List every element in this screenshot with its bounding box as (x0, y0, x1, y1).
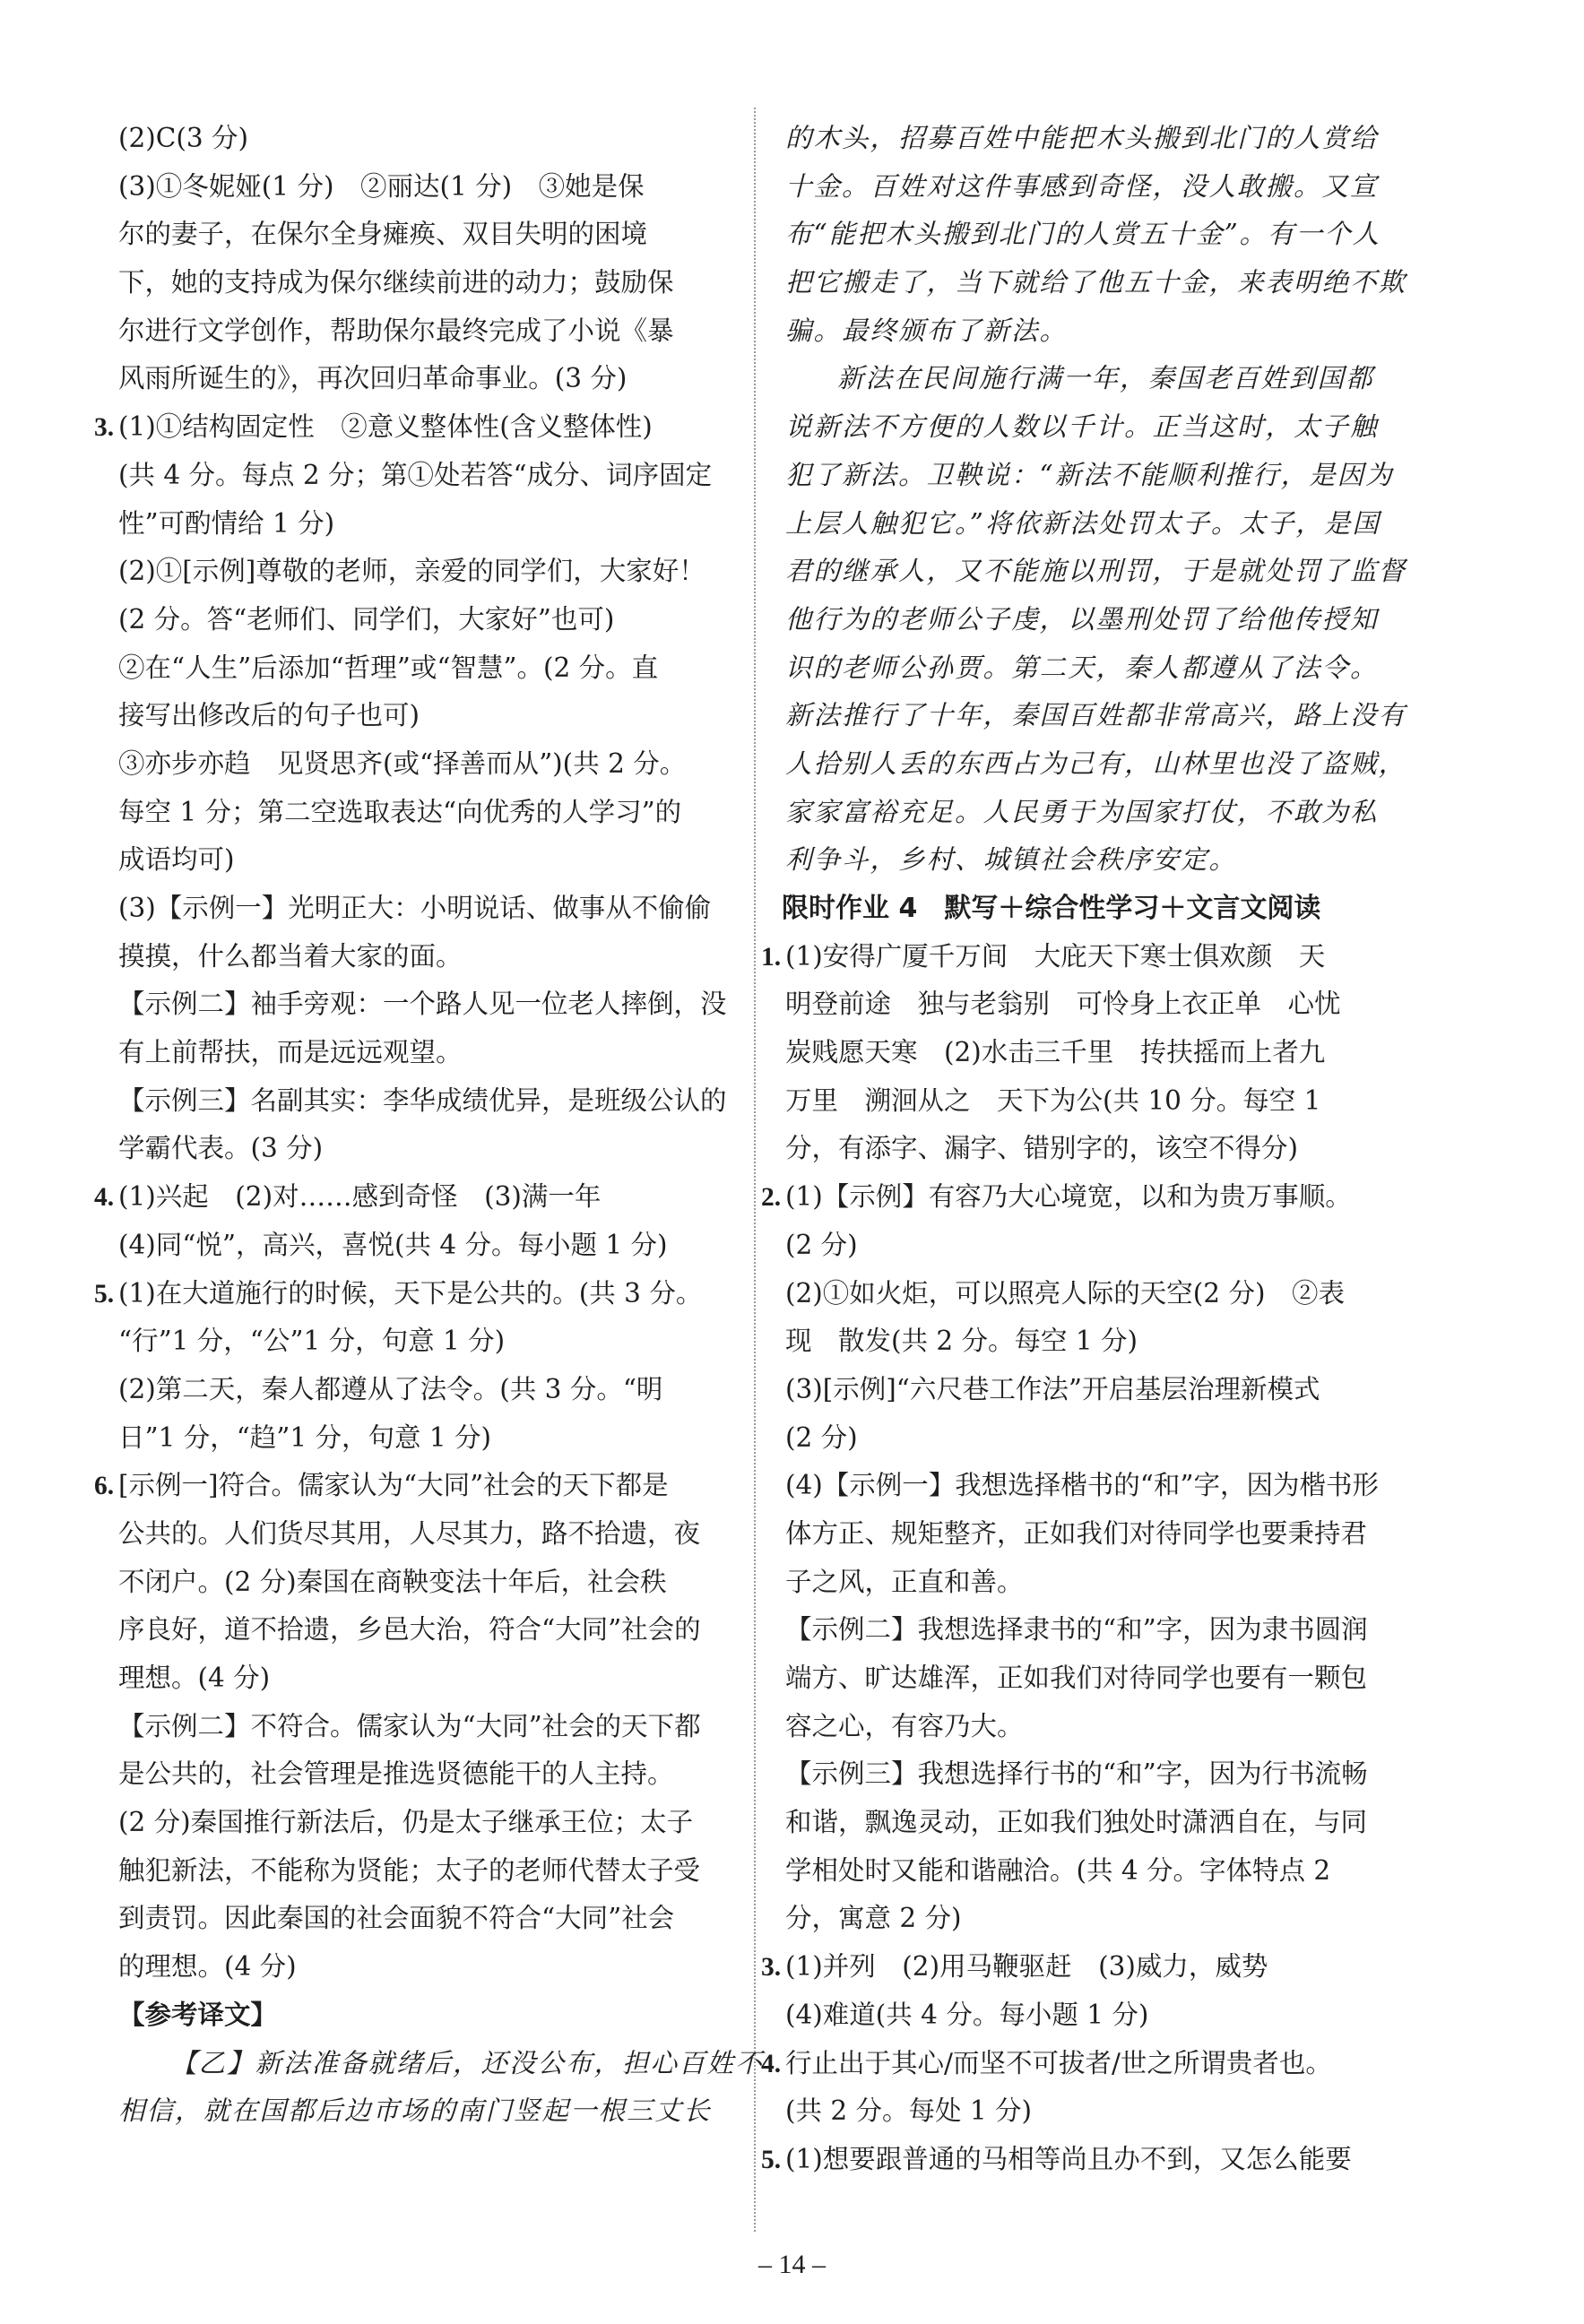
line-text: 【示例二】不符合。儒家认为“大同”社会的天下都 (118, 1710, 701, 1741)
line-text: 新法推行了十年，秦国百姓都非常高兴，路上没有 (785, 700, 1407, 731)
text-line (782, 1125, 1395, 1173)
line-text: 成语均可) (118, 844, 235, 876)
text-line (782, 355, 1395, 403)
text-line (115, 1847, 727, 1896)
text-line (782, 1270, 1395, 1318)
column-divider (754, 108, 756, 2232)
line-text: 学相处时又能和谐融洽。(共 4 分。字体特点 2 (785, 1854, 1331, 1886)
line-text: 万里 溯洄从之 天下为公(共 10 分。每空 1 (785, 1084, 1321, 1116)
text-line (782, 452, 1395, 500)
line-text: 他行为的老师公子虔，以墨刑处罚了给他传授知 (785, 603, 1379, 635)
line-text: 限时作业 4 默写＋综合性学习＋文言文阅读 (782, 893, 1321, 924)
text-line (782, 789, 1395, 837)
text-line (115, 259, 727, 307)
text-line (115, 548, 727, 596)
line-text: (1)【示例】有容乃大心境宽，以和为贵万事顺。 (785, 1181, 1352, 1213)
text-line (115, 789, 727, 837)
line-text: 接写出修改后的句子也可) (118, 700, 420, 731)
text-line (115, 452, 727, 500)
text-line (782, 259, 1407, 307)
line-text: 日”1 分，“趋”1 分，句意 1 分) (118, 1421, 492, 1453)
text-line (115, 2040, 764, 2088)
text-line (782, 1895, 1395, 1943)
line-text: 布“能把木头搬到北门的人赏五十金”。有一个人 (785, 219, 1381, 250)
text-line (782, 885, 1395, 933)
line-text: (2 分。答“老师们、同学们，大家好”也可) (118, 603, 615, 635)
line-text: 触犯新法，不能称为贤能；太子的老师代替太子受 (118, 1854, 701, 1886)
line-text: 犯了新法。卫鞅说：“新法不能顺利推行，是因为 (785, 459, 1394, 490)
text-line (782, 1847, 1395, 1896)
text-line (115, 1029, 727, 1077)
line-text: 【乙】新法准备就绪后，还没公布，担心百姓不 (170, 2047, 764, 2078)
text-line (782, 1606, 1395, 1654)
text-line (782, 403, 1395, 452)
text-line: 3. (1)①结构固定性 ②意义整体性(含义整体性) (94, 411, 653, 443)
text-line (115, 307, 727, 356)
text-line: 4. (1)兴起 (2)对……感到奇怪 (3)满一年 (94, 1181, 602, 1213)
line-text: (3)①冬妮娅(1 分) ②丽达(1 分) ③她是保 (118, 170, 645, 202)
line-text: 骗。最终颁布了新法。 (785, 315, 1069, 346)
text-line (115, 1654, 727, 1703)
text-line: 6. [示例一]符合。儒家认为“大同”社会的天下都是 (94, 1470, 669, 1501)
text-line (115, 1991, 727, 2040)
line-text: 每空 1 分；第二空选取表达“向优秀的人学习”的 (118, 796, 682, 827)
text-line (115, 1559, 727, 1607)
line-text: (1)想要跟普通的马相等尚且办不到，又怎么能要 (785, 2143, 1352, 2174)
line-text: 尔进行文学创作，帮助保尔最终完成了小说《暴 (118, 315, 674, 346)
line-text: 【示例二】我想选择隶书的“和”字，因为隶书圆润 (785, 1614, 1368, 1646)
text-line (115, 740, 727, 789)
line-text: (2)①如火炬，可以照亮人际的天空(2 分) ②表 (785, 1277, 1345, 1309)
text-line (782, 981, 1395, 1029)
text-line (115, 596, 727, 644)
text-line (782, 1318, 1395, 1366)
line-text: 分，寓意 2 分) (785, 1903, 962, 1934)
text-line (782, 211, 1395, 259)
text-line (782, 644, 1395, 693)
text-line (115, 1366, 727, 1414)
line-text: 人拾别人丢的东西占为己有，山林里也没了盗贼， (785, 747, 1407, 779)
line-text: 【示例二】袖手旁观：一个路人见一位老人摔倒，没 (118, 989, 727, 1020)
text-line (782, 1654, 1395, 1703)
line-text: 理想。(4 分) (118, 1663, 271, 1693)
line-text: 行止出于其心/而坚不可拔者/世之所谓贵者也。 (785, 2047, 1332, 2078)
line-text: 公共的。人们货尽其用，人尽其力，路不拾遗，夜 (118, 1517, 701, 1549)
line-text: 明登前途 独与老翁别 可怜身上衣正单 心忧 (785, 989, 1341, 1020)
line-text: 到责罚。因此秦国的社会面貌不符合“大同”社会 (118, 1903, 675, 1934)
text-line (115, 885, 727, 933)
line-text: 有上前帮扶，而是远远观望。 (118, 1037, 463, 1068)
line-text: 摸摸，什么都当着大家的面。 (118, 940, 463, 972)
line-text: 风雨所诞生的》，再次回归革命事业。(3 分) (118, 363, 628, 394)
line-text: 上层人触犯它。”将依新法处罚太子。太子，是国 (785, 507, 1381, 539)
line-text: 家家富裕充足。人民勇于为国家打仗，不敢为私 (785, 796, 1379, 827)
line-text: [示例一]符合。儒家认为“大同”社会的天下都是 (118, 1470, 669, 1501)
text-line (115, 836, 727, 885)
text-line (115, 1414, 727, 1463)
line-text: ③亦步亦趋 见贤思齐(或“择善而从”)(共 2 分。 (118, 747, 687, 779)
text-line (782, 307, 1395, 356)
line-text: 序良好，道不拾遗，乡邑大治，符合“大同”社会的 (118, 1614, 701, 1646)
text-line (782, 163, 1395, 212)
line-text: 识的老师公孙贾。第二天，秦人都遵从了法令。 (785, 652, 1379, 683)
line-text: (1)在大道施行的时候，天下是公共的。(共 3 分。 (118, 1277, 703, 1309)
line-text: “行”1 分，“公”1 分，句意 1 分) (118, 1326, 506, 1357)
text-line (782, 1750, 1395, 1799)
text-line (115, 163, 727, 212)
text-line (115, 2087, 727, 2136)
text-line (115, 933, 727, 981)
line-text: 新法在民间施行满一年，秦国老百姓到国都 (837, 363, 1374, 394)
text-line (782, 115, 1395, 163)
line-text: 【示例三】我想选择行书的“和”字，因为行书流畅 (785, 1758, 1368, 1790)
text-line (782, 1222, 1395, 1270)
text-line (782, 1077, 1395, 1126)
line-text: (共 4 分。每点 2 分；第①处若答“成分、词序固定 (118, 459, 713, 490)
line-text: 尔的妻子，在保尔全身瘫痪、双目失明的困境 (118, 219, 648, 250)
line-text: (2)①[示例]尊敬的老师，亲爱的同学们，大家好！ (118, 556, 705, 587)
text-line (115, 1510, 727, 1559)
text-line: 5. (1)想要跟普通的马相等尚且办不到，又怎么能要 (761, 2143, 1352, 2174)
line-text: 的理想。(4 分) (118, 1951, 297, 1983)
text-line (115, 355, 727, 403)
line-text: (2 分) (785, 1229, 858, 1260)
text-line (115, 1077, 727, 1126)
text-line: 3. (1)并列 (2)用马鞭驱赶 (3)威力，威势 (761, 1951, 1268, 1983)
text-line (782, 1029, 1395, 1077)
text-line (782, 548, 1407, 596)
text-line (782, 1991, 1395, 2040)
line-text: 说新法不方便的人数以千计。正当这时，太子触 (785, 411, 1379, 443)
text-line (782, 692, 1407, 740)
line-text: (1)并列 (2)用马鞭驱赶 (3)威力，威势 (785, 1951, 1268, 1983)
line-text: 端方、旷达雄浑，正如我们对待同学也要有一颗包 (785, 1663, 1368, 1693)
text-line (115, 1895, 727, 1943)
text-line (115, 1799, 727, 1847)
line-text: (3)【示例一】光明正大：小明说话、做事从不偷偷 (118, 893, 712, 923)
line-text: 把它搬走了，当下就给了他五十金，来表明绝不欺 (785, 267, 1407, 298)
text-line (782, 1366, 1395, 1414)
text-line (115, 1125, 727, 1173)
text-line (782, 836, 1395, 885)
line-text: (1)兴起 (2)对……感到奇怪 (3)满一年 (118, 1181, 602, 1213)
page-number: – 14 – (758, 2250, 826, 2279)
line-text: 不闭户。(2 分)秦国在商鞅变法十年后，社会秩 (118, 1566, 667, 1597)
text-line (115, 1318, 727, 1366)
line-text: 分，有添字、漏字、错别字的，该空不得分) (785, 1133, 1299, 1164)
text-line (115, 1703, 727, 1751)
text-line: 4. 行止出于其心/而坚不可拔者/世之所谓贵者也。 (761, 2047, 1332, 2078)
text-line (782, 1559, 1395, 1607)
line-text: 的木头，招募百姓中能把木头搬到北门的人赏给 (785, 123, 1379, 153)
line-text: (2)第二天，秦人都遵从了法令。(共 3 分。“明 (118, 1373, 663, 1404)
right-column (761, 115, 1407, 2184)
line-text: (1)①结构固定性 ②意义整体性(含义整体性) (118, 411, 653, 443)
line-text: (4)同“悦”，高兴，喜悦(共 4 分。每小题 1 分) (118, 1229, 668, 1260)
text-line (115, 981, 727, 1029)
line-text: 子之风，正直和善。 (785, 1566, 1024, 1597)
line-text: 现 散发(共 2 分。每空 1 分) (785, 1326, 1138, 1357)
line-text: 学霸代表。(3 分) (118, 1133, 324, 1164)
line-text: 君的继承人，又不能施以刑罚，于是就处罚了监督 (785, 556, 1407, 587)
text-line (782, 1799, 1395, 1847)
line-text: (4)难道(共 4 分。每小题 1 分) (785, 1999, 1149, 2030)
text-line: 1. (1)安得广厦千万间 大庇天下寒士俱欢颜 天 (761, 940, 1326, 972)
text-line (115, 1606, 727, 1654)
line-text: 和谐，飘逸灵动，正如我们独处时潇洒自在，与同 (785, 1807, 1368, 1838)
text-line: 2. (1)【示例】有容乃大心境宽，以和为贵万事顺。 (761, 1181, 1352, 1213)
line-text: (4)【示例一】我想选择楷书的“和”字，因为楷书形 (785, 1470, 1379, 1501)
left-column (94, 115, 764, 2136)
line-text: 相信，就在国都后边市场的南门竖起一根三丈长 (118, 2095, 712, 2127)
line-text: 十金。百姓对这件事感到奇怪，没人敢搬。又宣 (785, 170, 1379, 202)
line-text: 性”可酌情给 1 分) (118, 507, 335, 539)
text-line (115, 1222, 727, 1270)
line-text: (3)[示例]“六尺巷工作法”开启基层治理新模式 (785, 1373, 1320, 1404)
text-line (782, 500, 1395, 549)
text-line (782, 2087, 1395, 2136)
line-text: 【参考译文】 (118, 1999, 278, 2030)
text-line (115, 1750, 727, 1799)
line-text: 【示例三】名副其实：李华成绩优异，是班级公认的 (118, 1084, 727, 1116)
text-line (115, 1943, 727, 1991)
line-text: (1)安得广厦千万间 大庇天下寒士俱欢颜 天 (785, 940, 1326, 972)
line-text: (2)C(3 分) (118, 123, 249, 153)
text-line (115, 644, 727, 693)
text-line (782, 1510, 1395, 1559)
line-text: 容之心，有容乃大。 (785, 1710, 1024, 1741)
text-line (115, 211, 727, 259)
text-line (782, 1414, 1395, 1463)
line-text: (共 2 分。每处 1 分) (785, 2095, 1033, 2127)
line-text: 炭贱愿天寒 (2)水击三千里 抟扶摇而上者九 (785, 1037, 1326, 1068)
line-text: 利争斗，乡村、城镇社会秩序安定。 (785, 844, 1238, 876)
text-line (115, 500, 727, 549)
text-line (782, 596, 1395, 644)
line-text: (2 分)秦国推行新法后，仍是太子继承王位；太子 (118, 1807, 694, 1838)
line-text: 是公共的，社会管理是推选贤德能干的人主持。 (118, 1758, 674, 1790)
line-text: ②在“人生”后添加“哲理”或“智慧”。(2 分。直 (118, 652, 659, 683)
text-line (782, 1703, 1395, 1751)
text-line (782, 740, 1407, 789)
text-line: 5. (1)在大道施行的时候，天下是公共的。(共 3 分。 (94, 1277, 703, 1309)
line-text: 体方正、规矩整齐，正如我们对待同学也要秉持君 (785, 1517, 1368, 1549)
text-line (115, 692, 727, 740)
line-text: 下，她的支持成为保尔继续前进的动力；鼓励保 (118, 267, 674, 298)
line-text: (2 分) (785, 1421, 858, 1453)
text-line (782, 1462, 1395, 1510)
text-line (115, 115, 727, 163)
